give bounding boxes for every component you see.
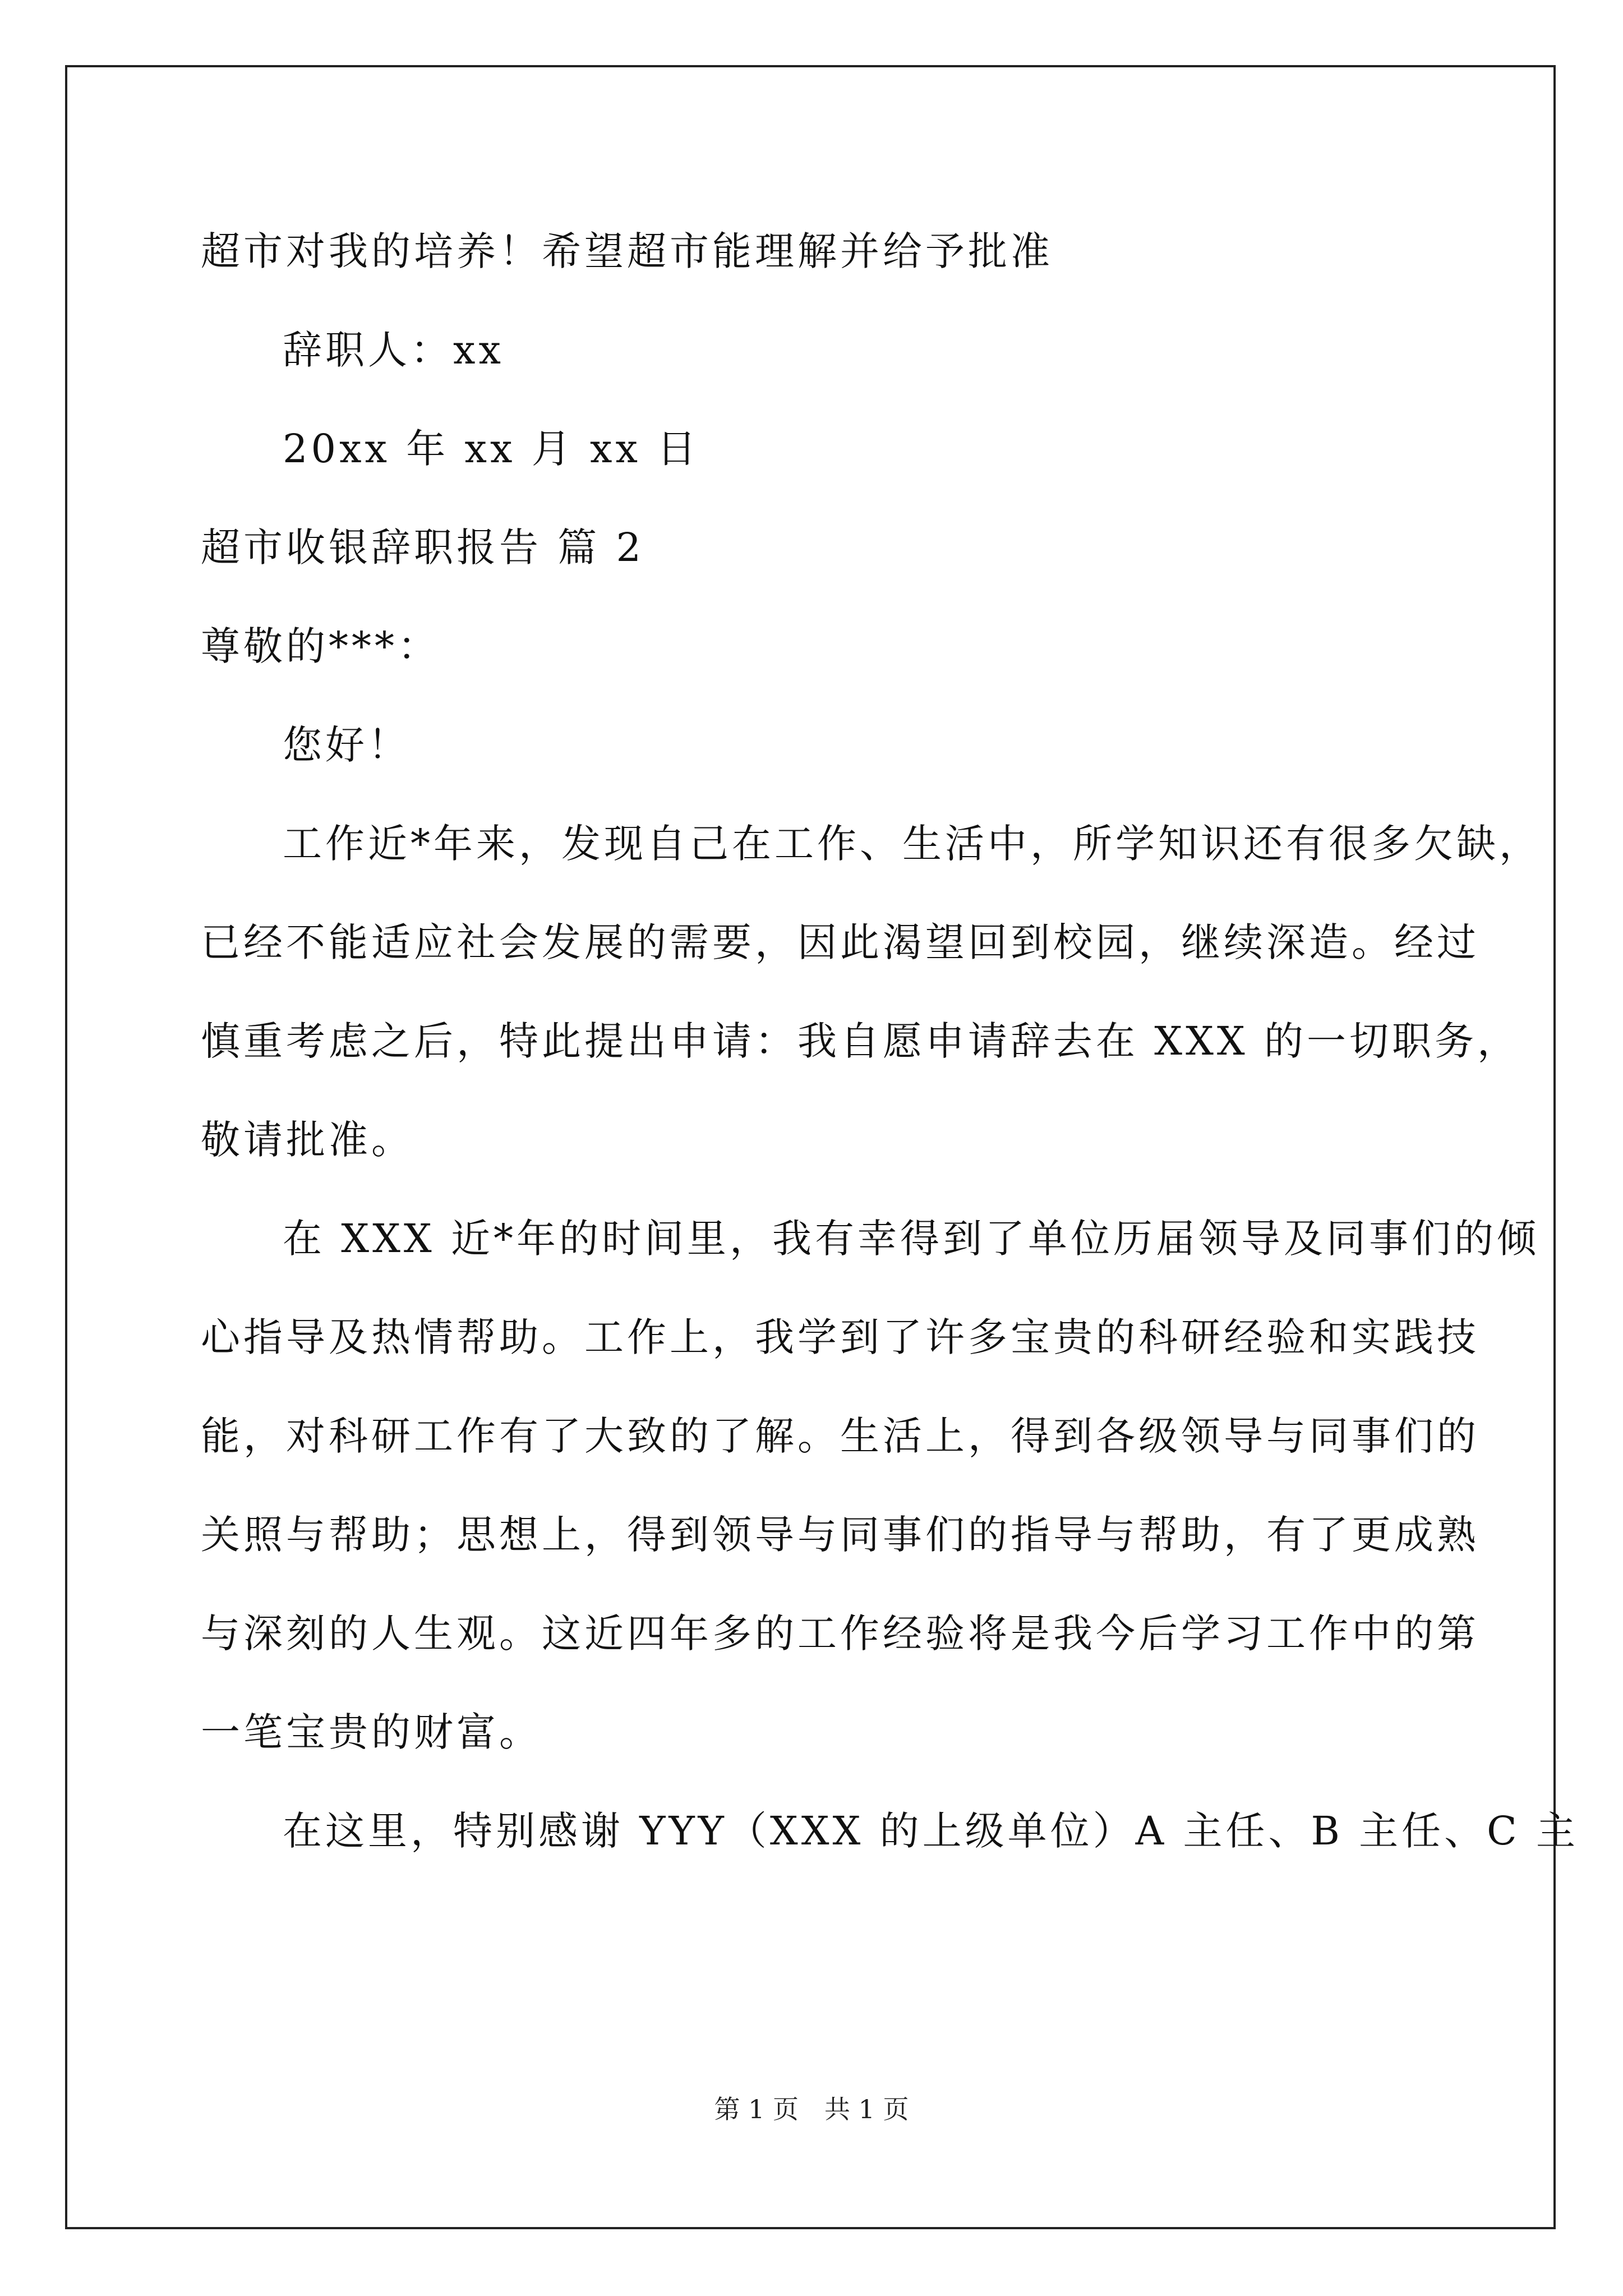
paragraph-gratitude — [201, 1189, 1540, 1782]
closing-line: 超市对我的培养！希望超市能理解并给予批准 — [201, 228, 1053, 274]
paragraph-line: 已经不能适应社会发展的需要，因此渴望回到校园，继续深造。经过 — [201, 919, 1479, 965]
paragraph-line: 心指导及热情帮助。工作上，我学到了许多宝贵的科研经验和实践技 — [201, 1314, 1479, 1360]
paragraph-line: 一笔宝贵的财富。 — [201, 1709, 542, 1755]
section-title: 超市收银辞职报告 篇 2 — [201, 524, 645, 570]
page-footer: 第 1 页 共 1 页 — [714, 2094, 909, 2124]
paragraph-line: 在 XXX 近*年的时间里，我有幸得到了单位历届领导及同事们的倾 — [283, 1216, 1540, 1262]
paragraph-line: 敬请批准。 — [201, 1117, 414, 1163]
salutation: 尊敬的***： — [201, 623, 440, 669]
paragraph-line: 与深刻的人生观。这近四年多的工作经验将是我今后学习工作中的第 — [201, 1611, 1479, 1657]
paragraph-thanks — [201, 1782, 1579, 1880]
date-line: 20xx 年 xx 月 xx 日 — [283, 426, 700, 472]
document-body — [201, 202, 1579, 1880]
greeting: 您好！ — [283, 722, 411, 768]
paragraph-line: 在这里，特别感谢 YYY（XXX 的上级单位）A 主任、B 主任、C 主 — [283, 1808, 1579, 1854]
paragraph-line: 关照与帮助；思想上，得到领导与同事们的指导与帮助，有了更成熟 — [201, 1512, 1479, 1558]
paragraph-resignation-reason — [201, 794, 1542, 1189]
paragraph-line: 能，对科研工作有了大致的了解。生活上，得到各级领导与同事们的 — [201, 1413, 1479, 1459]
paragraph-line: 工作近*年来，发现自己在工作、生活中，所学知识还有很多欠缺， — [283, 821, 1542, 867]
paragraph-line: 慎重考虑之后，特此提出申请：我自愿申请辞去在 XXX 的一切职务， — [201, 1018, 1520, 1064]
signer-line: 辞职人：xx — [283, 327, 504, 373]
